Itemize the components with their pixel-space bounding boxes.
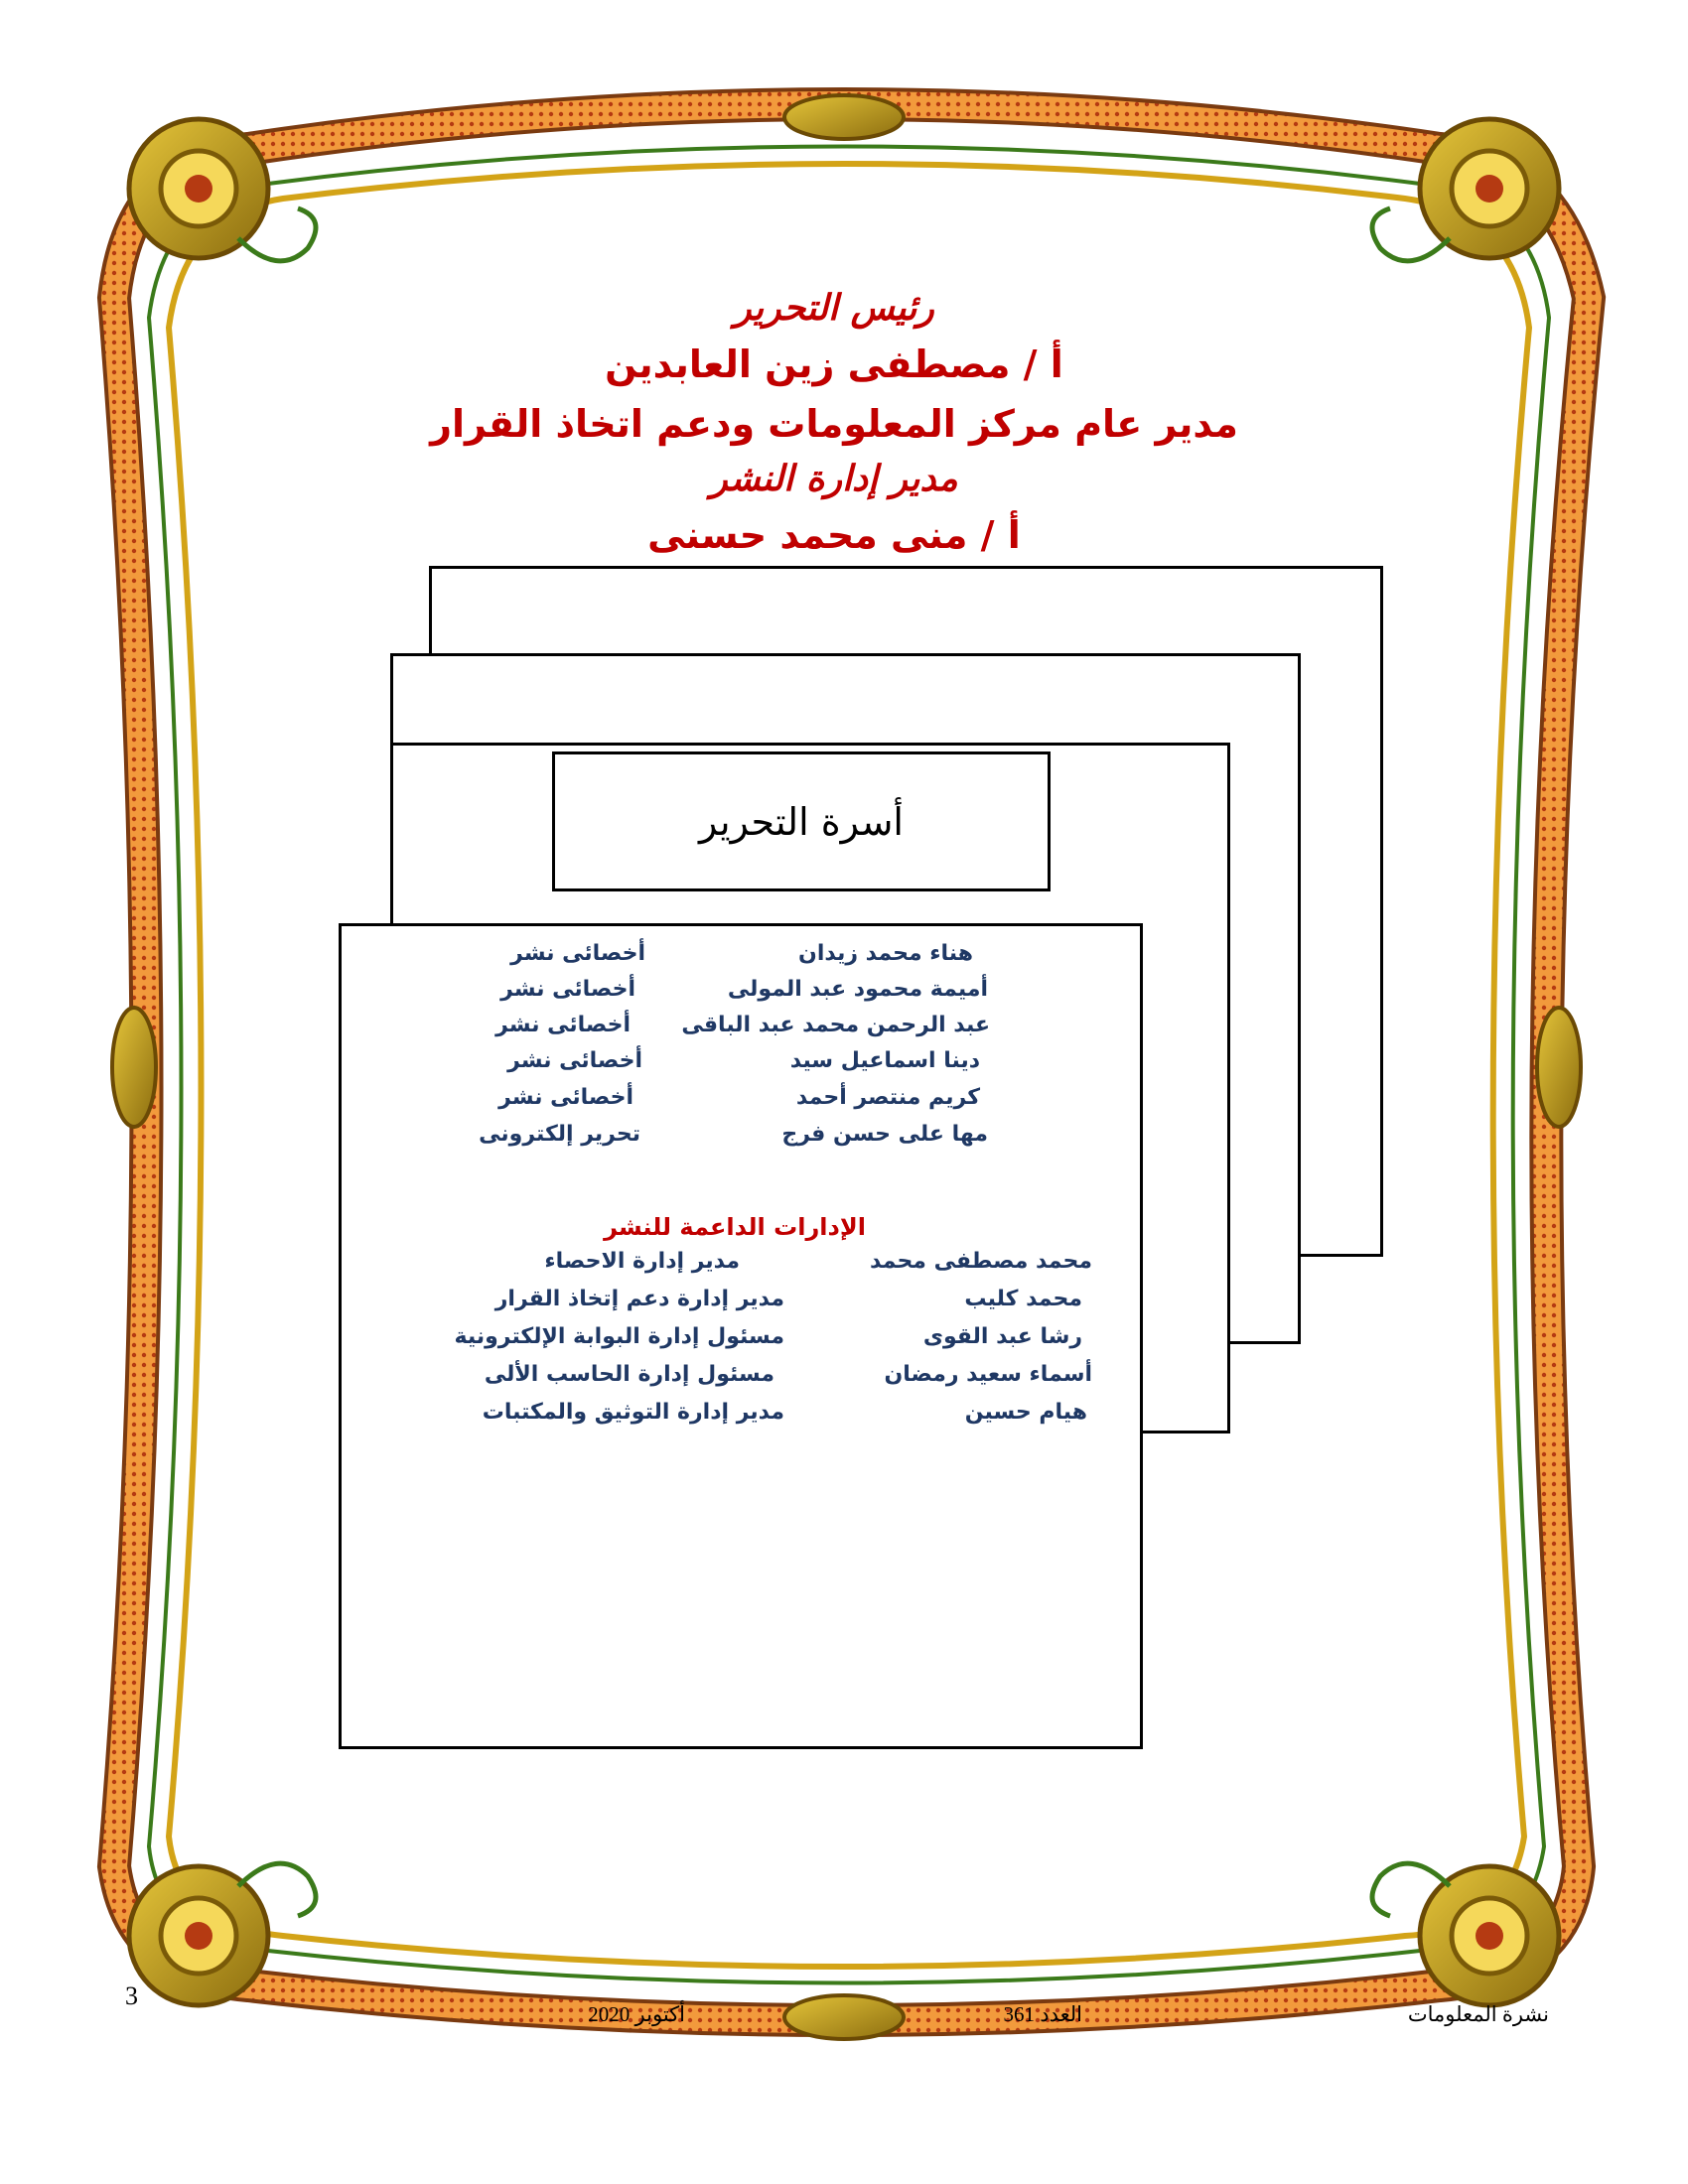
member-name: كريم منتصر أحمد — [795, 1085, 980, 1110]
member-name: أسماء سعيد رمضان — [884, 1362, 1092, 1387]
member-name: مها على حسن فرج — [781, 1122, 988, 1147]
member-role: مسئول إدارة البوابة الإلكترونية — [454, 1324, 784, 1349]
member-role: مدير إدارة الاحصاء — [544, 1249, 740, 1274]
list-item — [417, 1287, 1092, 1316]
editorial-family-title-box — [552, 751, 1051, 891]
list-item — [477, 1122, 993, 1152]
member-name: عبد الرحمن محمد عبد الباقى — [681, 1013, 990, 1037]
list-item — [417, 1324, 1092, 1354]
footer-issue: العدد 361 — [1003, 2002, 1082, 2026]
page-number: 3 — [125, 1981, 138, 2010]
member-name: محمد كليب — [964, 1287, 1082, 1311]
publishing-manager-title: مدير إدارة النشر — [710, 459, 958, 499]
publishing-manager-name: أ / منى محمد حسنى — [647, 513, 1021, 557]
list-item — [477, 941, 993, 971]
member-name: هناء محمد زيدان — [798, 941, 973, 966]
member-role: مدير إدارة دعم إتخاذ القرار — [494, 1287, 784, 1311]
member-name: محمد مصطفى محمد — [869, 1249, 1092, 1274]
member-role: مدير إدارة التوثيق والمكتبات — [482, 1400, 784, 1425]
editor-in-chief-position: مدير عام مركز المعلومات ودعم اتخاذ القرار — [430, 402, 1238, 446]
editor-in-chief-name: أ / مصطفى زين العابدين — [605, 342, 1063, 386]
supporting-departments-heading: الإدارات الداعمة للنشر — [604, 1213, 866, 1241]
editor-in-chief-title: رئيس التحرير — [734, 288, 934, 329]
list-item — [477, 1013, 993, 1042]
footer-date: أكتوبر 2020 — [588, 2002, 685, 2026]
list-item — [417, 1362, 1092, 1392]
member-name: هيام حسين — [964, 1400, 1087, 1425]
member-role: أخصائى نشر — [507, 1048, 642, 1073]
member-role: تحرير إلكترونى — [479, 1122, 640, 1147]
member-name: دينا اسماعيل سيد — [789, 1048, 980, 1073]
member-role: أخصائى نشر — [500, 977, 635, 1002]
list-item — [477, 1048, 993, 1078]
footer-publication: نشرة المعلومات — [1407, 2002, 1549, 2026]
member-role: أخصائى نشر — [495, 1013, 631, 1037]
list-item — [477, 977, 993, 1007]
member-role: أخصائى نشر — [498, 1085, 633, 1110]
list-item — [477, 1085, 993, 1115]
member-name: رشا عبد القوى — [922, 1324, 1082, 1349]
member-role: مسئول إدارة الحاسب الألى — [484, 1362, 774, 1387]
list-item — [417, 1249, 1092, 1279]
editorial-family-title: أسرة التحرير — [699, 799, 904, 844]
member-name: أميمة محمود عبد المولى — [727, 977, 988, 1002]
list-item — [417, 1400, 1092, 1430]
member-role: أخصائى نشر — [510, 941, 645, 966]
